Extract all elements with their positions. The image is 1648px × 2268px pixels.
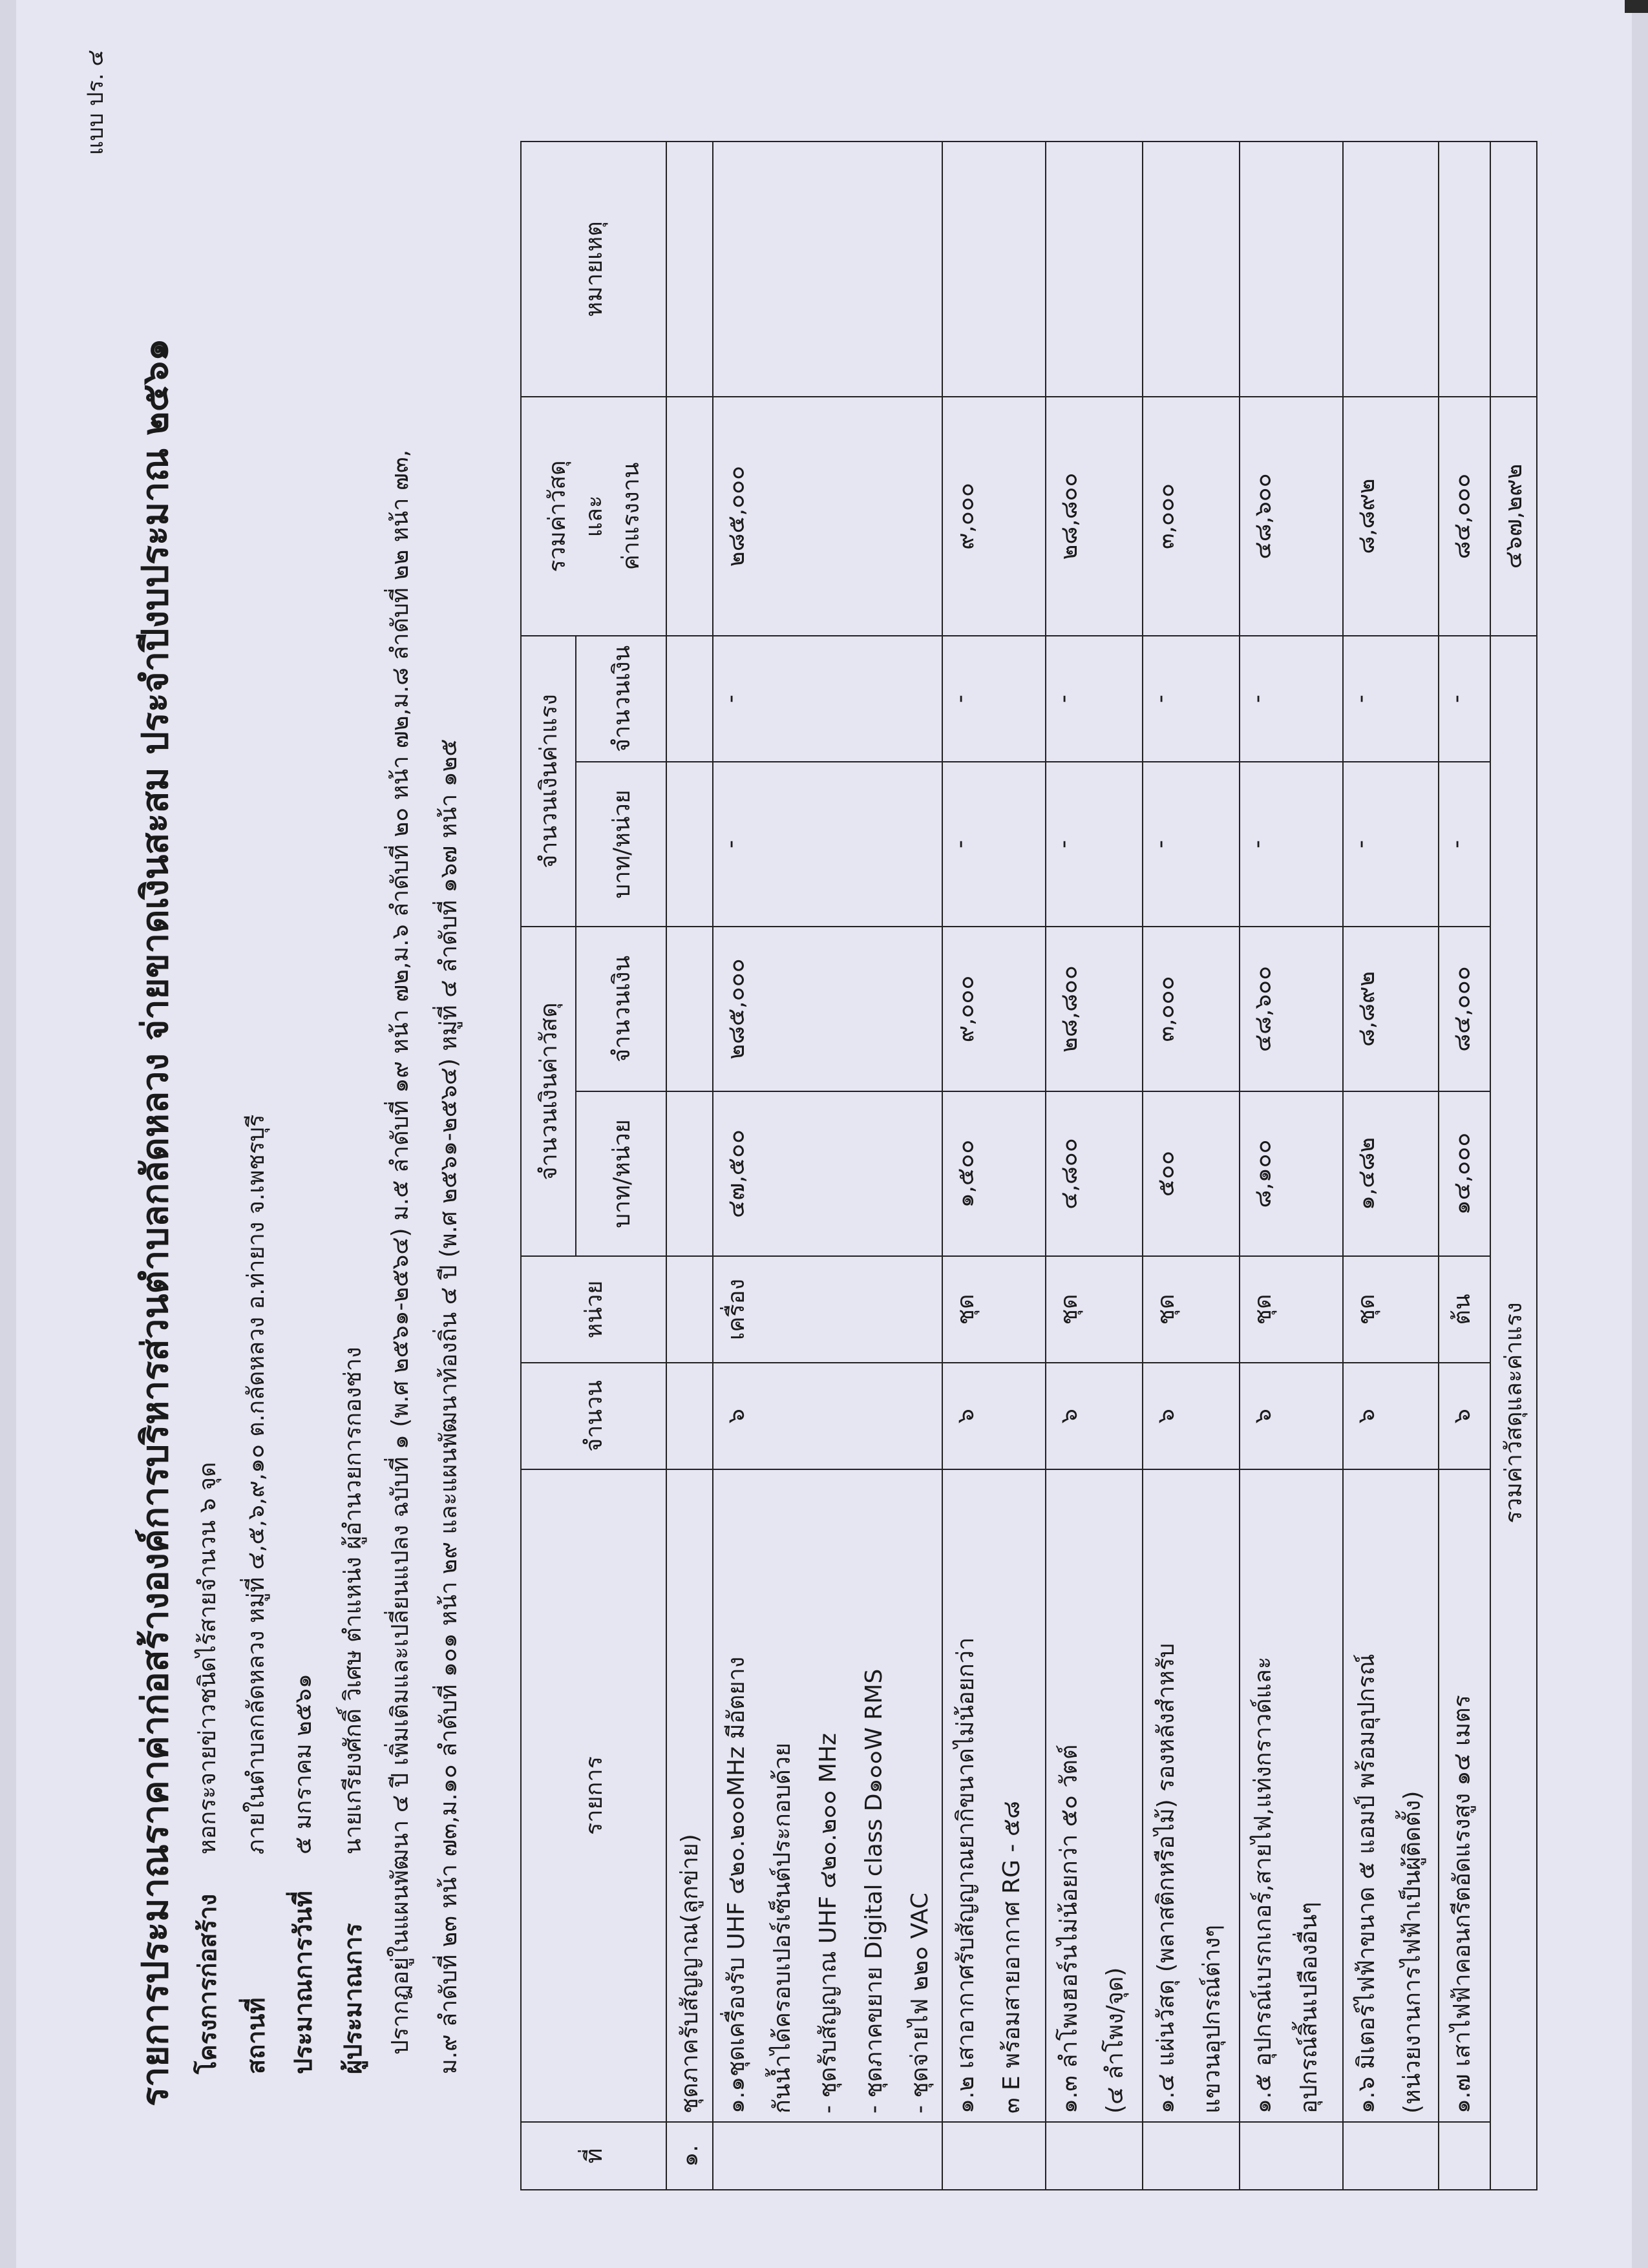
row-remark — [1046, 142, 1143, 397]
project-value: หอกระจายข่าวชนิดไร้สายจำนวน ๖ จุด — [195, 1462, 221, 1854]
row-material-amount: ๓,๐๐๐ — [1143, 927, 1240, 1091]
total-label: รวมค่าวัสดุและค่าแรง — [1490, 636, 1537, 2190]
row-labor-unit-price: - — [713, 762, 942, 927]
row-labor-amount: - — [1343, 636, 1439, 762]
row-qty: ๖ — [942, 1363, 1046, 1469]
row-labor-amount: - — [1143, 636, 1240, 762]
row-qty: ๖ — [1343, 1363, 1439, 1469]
row-item-detail: แขวนอุปกรณ์ต่างๆ — [1199, 1924, 1225, 2114]
document-title: รายการประมาณราคาค่าก่อสร้างองค์การบริหารส่วนตำบลกลัดหลวง จ่ายขาดเงินสะสม ประจำปีงบประมาณ ๒๕๖๑ — [134, 338, 176, 2106]
row-labor-unit-price: - — [1240, 762, 1343, 927]
row-item — [1240, 1469, 1343, 2122]
row-material-unit-price: ๑,๕๐๐ — [942, 1091, 1046, 1256]
row-remark — [942, 142, 1046, 397]
row-material-amount — [666, 927, 713, 1091]
row-labor-unit-price: - — [1343, 762, 1439, 927]
header-total — [521, 397, 666, 636]
row-item-title: ๑.๖ มิเตอร์ไฟฟ้าขนาด ๕ แอมป์ พร้อมอุปกรณ์ — [1353, 1654, 1380, 2114]
row-labor-unit-price: - — [1046, 762, 1143, 927]
row-remark — [1439, 142, 1490, 397]
row-item — [713, 1469, 942, 2122]
row-item-title: ชุดภาครับสัญญาณ(ลูกข่าย) — [677, 1834, 703, 2114]
date-value: ๕ มกราคม ๒๕๖๑ — [290, 1674, 317, 1854]
row-no — [1046, 2122, 1143, 2190]
row-item — [1143, 1469, 1240, 2122]
plan-reference-line-2: ม.๙ ลำดับที่ ๒๓ หน้า ๗๓,ม.๑๐ ลำดับที่ ๑๐๑ หน้า ๒๙ และแผนพัฒนาท้องถิ่น ๔ ปี (พ.ศ ๒๕๖๑-๒๕๖๔) หมู่ที่ ๔ ลำดับที่ ๑๖๗ หน้า ๑๒๕ — [436, 739, 462, 2074]
row-item-title: ๑.๒ เสาอากาศรับสัญญาณยากิขนาดไม่น้อยกว่า — [953, 1637, 979, 2114]
row-unit: เครื่อง — [713, 1256, 942, 1363]
row-total: ๔๘,๖๐๐ — [1240, 397, 1343, 636]
table-body — [666, 142, 1537, 2190]
table-row — [1439, 142, 1490, 2190]
row-no — [1343, 2122, 1439, 2190]
date-label: ประมาณการวันที่ — [289, 1891, 317, 2074]
row-labor-amount: - — [942, 636, 1046, 762]
row-item-detail: - ชุดรับสัญญาณ UHF ๔๒๐.๒๐๐ MHz — [815, 1733, 841, 2114]
header-material-amount: จำนวนเงิน — [576, 927, 666, 1091]
row-unit — [666, 1256, 713, 1363]
row-unit: ชุด — [1240, 1256, 1343, 1363]
row-total: ๘๔,๐๐๐ — [1439, 397, 1490, 636]
row-material-amount: ๘,๘๙๒ — [1343, 927, 1439, 1091]
row-item-detail: (หน่วยงานการไฟฟ้าเป็นผู้ติดตั้ง) — [1399, 1790, 1426, 2114]
row-labor-amount: - — [713, 636, 942, 762]
location-label: สถานที่ — [242, 1997, 270, 2074]
header-material-group: จำนวนเงินค่าวัสดุ — [521, 927, 576, 1256]
row-item-detail: (๔ ลำโพง/จุด) — [1102, 1967, 1128, 2114]
row-material-amount: ๔๘,๖๐๐ — [1240, 927, 1343, 1091]
table-row — [1343, 142, 1439, 2190]
table-row — [1240, 142, 1343, 2190]
row-total: ๒๘,๘๐๐ — [1046, 397, 1143, 636]
header-total-line-2: และ — [581, 495, 607, 538]
row-no — [713, 2122, 942, 2190]
row-total: ๒๘๕,๐๐๐ — [713, 397, 942, 636]
row-item-title: ๑.๕ อุปกรณ์เบรกเกอร์,สายไฟ,แท่งกราวด์และ — [1250, 1656, 1276, 2114]
estimate-table — [520, 141, 1537, 2190]
grand-total: ๔๖๗,๒๙๒ — [1490, 397, 1537, 636]
row-material-unit-price — [666, 1091, 713, 1256]
form-number: แบบ ปร. ๔ — [83, 49, 109, 155]
header-unit: หน่วย — [521, 1256, 666, 1363]
row-item-title: ๑.๓ ลำโพงฮอร์นไม่น้อยกว่า ๕๐ วัตต์ — [1056, 1744, 1083, 2114]
row-material-amount: ๒๘๕,๐๐๐ — [713, 927, 942, 1091]
row-item — [1046, 1469, 1143, 2122]
row-item-detail: - ชุดจ่ายไฟ ๒๒๐ VAC — [907, 1892, 933, 2114]
estimator-label: ผู้ประมาณการ — [339, 1923, 367, 2074]
row-item-detail: ๓ E พร้อมสายอากาศ RG - ๕๘ — [998, 1801, 1025, 2114]
row-unit: ชุด — [1046, 1256, 1143, 1363]
table-row — [1046, 142, 1143, 2190]
row-remark — [666, 142, 713, 397]
row-labor-amount: - — [1439, 636, 1490, 762]
plan-reference-line-1: ปรากฏอยู่ในแผนพัฒนา ๔ ปี เพิ่มเติมและเปลี่ยนแปลง ฉบับที่ ๑ (พ.ศ ๒๕๖๑-๒๕๖๔) ม.๕ ลำดับที่ ๑๙ หน้า ๗๒,ม.๖ ลำดับที่ ๒๐ หน้า ๗๒,ม.๘ ลำดับที่ ๒๒ หน้า ๗๓, — [387, 449, 414, 2055]
row-unit: ต้น — [1439, 1256, 1490, 1363]
row-qty: ๖ — [713, 1363, 942, 1469]
row-item-detail: อุปกรณ์สิ้นเปลืองอื่นๆ — [1296, 1902, 1322, 2114]
row-remark — [713, 142, 942, 397]
row-material-unit-price: ๔,๘๐๐ — [1046, 1091, 1143, 1256]
row-labor-unit-price — [666, 762, 713, 927]
row-labor-unit-price: - — [1439, 762, 1490, 927]
row-material-unit-price: ๕๐๐ — [1143, 1091, 1240, 1256]
row-item — [942, 1469, 1046, 2122]
row-item-detail: - ชุดภาคขยาย Digital class D๑๐๐W RMS — [861, 1668, 887, 2114]
header-qty: จำนวน — [521, 1363, 666, 1469]
row-item — [666, 1469, 713, 2122]
row-material-unit-price: ๑๔,๐๐๐ — [1439, 1091, 1490, 1256]
row-item-detail: กันน้ำได้ครอบเปอร์เซ็นต์ประกอบด้วย — [769, 1743, 796, 2114]
estimator-value: นายเกรียงศักดิ์ วิเศษ ตำแหน่ง ผู้อำนวยการกองช่าง — [340, 1347, 366, 1854]
row-material-amount: ๘๔,๐๐๐ — [1439, 927, 1490, 1091]
row-no: ๑. — [666, 2122, 713, 2190]
row-no — [942, 2122, 1046, 2190]
row-item-title: ๑.๔ แผ่นวัสดุ (พลาสติกหรือไม้) รองหลังสำหรับ — [1153, 1643, 1179, 2114]
row-labor-unit-price: - — [1143, 762, 1240, 927]
row-item — [1343, 1469, 1439, 2122]
row-material-amount: ๙,๐๐๐ — [942, 927, 1046, 1091]
row-labor-amount: - — [1240, 636, 1343, 762]
row-qty: ๖ — [1439, 1363, 1490, 1469]
row-labor-amount — [666, 636, 713, 762]
row-no — [1240, 2122, 1343, 2190]
table-row — [1143, 142, 1240, 2190]
row-qty: ๖ — [1240, 1363, 1343, 1469]
row-total: ๙,๐๐๐ — [942, 397, 1046, 636]
row-no — [1439, 2122, 1490, 2190]
row-total: ๘,๘๙๒ — [1343, 397, 1439, 636]
header-total-line-3: ค่าแรงงาน — [618, 462, 644, 571]
total-row — [1490, 142, 1537, 2190]
location-value: ภายในตำบลกลัดหลวง หมู่ที่ ๔,๕,๖,๙,๑๐ ต.กลัดหลวง อ.ท่ายาง จ.เพชรบุรี — [243, 1114, 269, 1854]
table-row — [666, 142, 713, 2190]
row-material-unit-price: ๑,๔๘๒ — [1343, 1091, 1439, 1256]
row-total: ๓,๐๐๐ — [1143, 397, 1240, 636]
header-item: รายการ — [521, 1469, 666, 2122]
row-unit: ชุด — [1143, 1256, 1240, 1363]
row-material-amount: ๒๘,๘๐๐ — [1046, 927, 1143, 1091]
row-material-unit-price: ๘,๑๐๐ — [1240, 1091, 1343, 1256]
header-labor-baht-per-unit: บาท/หน่วย — [576, 762, 666, 927]
header-remark: หมายเหตุ — [521, 142, 666, 397]
row-remark — [1143, 142, 1240, 397]
header-total-line-1: รวมค่าวัสดุ — [544, 460, 571, 572]
header-labor-amount: จำนวนเงิน — [576, 636, 666, 762]
row-qty: ๖ — [1046, 1363, 1143, 1469]
row-material-unit-price: ๔๗,๕๐๐ — [713, 1091, 942, 1256]
row-item — [1439, 1469, 1490, 2122]
row-labor-unit-price: - — [942, 762, 1046, 927]
row-unit: ชุด — [1343, 1256, 1439, 1363]
total-remark — [1490, 142, 1537, 397]
row-remark — [1343, 142, 1439, 397]
table-row — [942, 142, 1046, 2190]
row-qty — [666, 1363, 713, 1469]
row-item-title: ๑.๗ เสาไฟฟ้าคอนกรีตอัดแรงสูง ๑๔ เมตร — [1449, 1695, 1475, 2114]
row-qty: ๖ — [1143, 1363, 1240, 1469]
row-labor-amount: - — [1046, 636, 1143, 762]
project-label: โครงการก่อสร้าง — [193, 1894, 222, 2074]
row-unit: ชุด — [942, 1256, 1046, 1363]
header-material-baht-per-unit: บาท/หน่วย — [576, 1091, 666, 1256]
row-no — [1143, 2122, 1240, 2190]
header-no: ที่ — [521, 2122, 666, 2190]
row-item-title: ๑.๑ชุดเครื่องรับ UHF ๔๒๐.๒๐๐MHz มีอัตยาง — [723, 1656, 750, 2114]
row-remark — [1240, 142, 1343, 397]
header-labor-group: จำนวนเงินค่าแรง — [521, 636, 576, 927]
row-total — [666, 397, 713, 636]
table-row — [713, 142, 942, 2190]
